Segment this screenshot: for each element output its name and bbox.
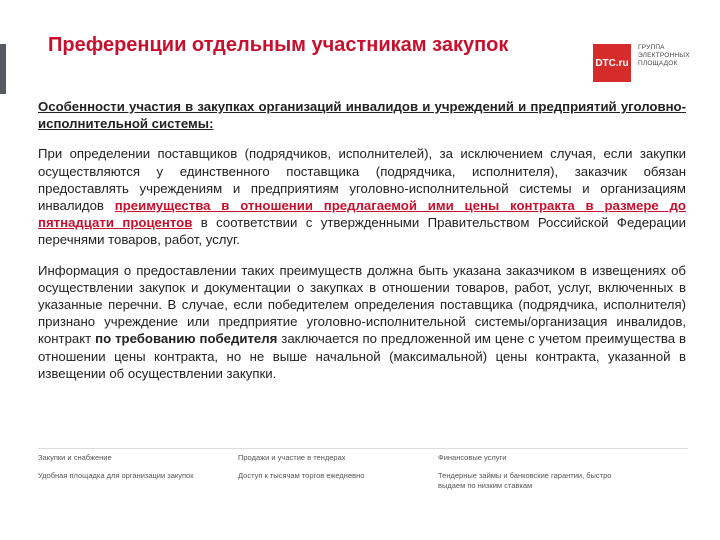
footer-text: Доступ к тысячам торгов ежедневно — [238, 471, 365, 480]
section-subheading: Особенности участия в закупках организаций инвалидов и учреждений и предприятий уголовно- исполнительной системы: — [38, 99, 686, 132]
winner-request-emphasis: по требованию победителя — [95, 331, 278, 347]
company-logo — [593, 44, 690, 80]
slide-content — [38, 98, 686, 395]
footer-column-finance — [438, 453, 638, 491]
footer-column-procurement — [38, 453, 238, 491]
left-accent-bar — [0, 44, 6, 94]
logo-mark-icon — [593, 44, 631, 82]
footer-column-sales — [238, 453, 438, 491]
paragraph-contract-text-1: Информация о предоставлении таких преимуществ должна быть указана заказчиком в извещениях об осуществлении закупок и документации о закупках в отношении товаров, работ, услуг, включенных в указанные перечни. В случае, если победителем определения поставщика (подрядчика, исполнителя) признано учреждение или предприятие уголовно-исполнительной системы/организация инвалидов, контракт — [38, 262, 686, 347]
footer-text: Удобная площадка для организации закупок — [38, 471, 194, 480]
paragraph-contract-info — [38, 262, 686, 382]
page-title: Преференции отдельным участникам закупок — [48, 34, 509, 56]
paragraph-preferences-text-2: в соответствии с утвержденными Правительством Российской Федерации перечнями товаров, работ, услуг. — [38, 215, 686, 248]
paragraph-contract-text-2: заключается по предложенной им цене с учетом преимущества в отношении цены контракта, но не выше начальной (максимальной) цены контракта, указанной в извещении об осуществлении закупки. — [38, 331, 687, 381]
logo-tagline: ГРУППА ЭЛЕКТРОННЫХ ПЛОЩАДОК — [638, 44, 690, 67]
price-advantage-highlight: преимущества в отношении предлагаемой ими цены контракта в размере до пятнадцати процентов — [38, 198, 686, 231]
footer-heading: Продажи и участие в тендерах — [238, 453, 346, 462]
footer-heading: Финансовые услуги — [438, 453, 507, 462]
footer — [38, 448, 688, 491]
paragraph-preferences — [38, 145, 686, 248]
footer-heading: Закупки и снабжение — [38, 453, 112, 462]
footer-text: Тендерные займы и банковские гарантии, быстро выдаем по низким ставкам — [438, 471, 612, 490]
logo-mark-text: DTC.ru — [595, 57, 629, 69]
paragraph-preferences-text-1: При определении поставщиков (подрядчиков, исполнителей), за исключением случая, если закупки осуществляются у единственного поставщика (подрядчика, исполнителя), заказчик обязан предоставлять учреждениям и предприятиям уголовно-исполнительной системы и организациям инвалидов — [38, 146, 686, 214]
